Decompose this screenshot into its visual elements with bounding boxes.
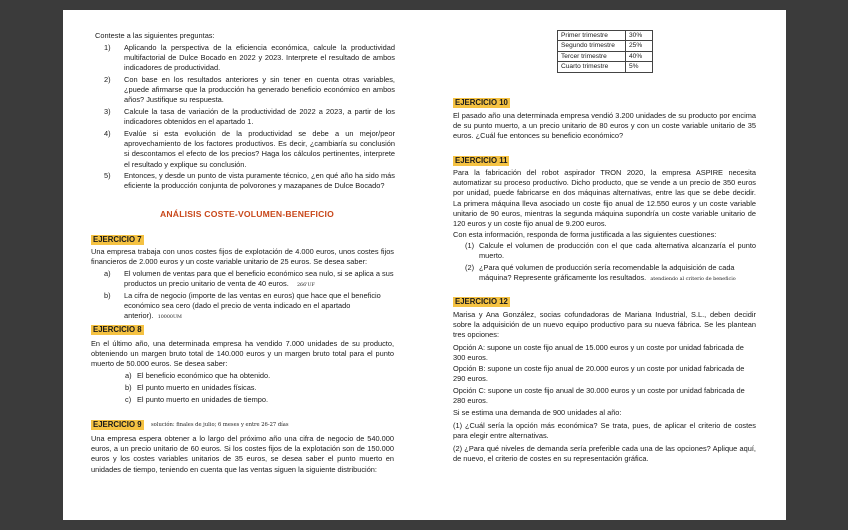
table-row: Tercer trimestre 40% xyxy=(558,51,653,61)
section-title: ANÁLISIS COSTE-VOLUMEN-BENEFICIO xyxy=(160,209,334,219)
exercise-12-option-a: Opción A: supone un coste fijo anual de 15.000 euros y un coste por unidad fabricada de 300 euros. xyxy=(453,343,744,363)
exercise-12-option-c: Opción C: supone un coste fijo anual de 30.000 euros y un coste por unidad fabricada de 280 euros. xyxy=(453,386,745,406)
exercise-8-heading: EJERCICIO 8 xyxy=(93,325,142,334)
exercise-10-text: El pasado año una determinada empresa vendió 3.200 unidades de su producto por encima de su punto muerto, a un precio unitario de 80 euros y con un coste variable unitario de 35 euros. ¿Cuál fue entonces su beneficio económico? xyxy=(453,111,756,141)
exercise-12-question-1: (1) ¿Cuál sería la opción más económica? Se trata, pues, de aplicar el criterio de costes para elegir entre alternativas. xyxy=(453,421,756,441)
exercise-7-heading: EJERCICIO 7 xyxy=(93,235,142,244)
handwritten-note-criterio: atendiendo al criterio de beneficio xyxy=(650,276,736,283)
exercise-10-heading: EJERCICIO 10 xyxy=(455,98,508,107)
table-row: Primer trimestre 30% xyxy=(558,31,653,41)
table-row: Cuarto trimestre 5% xyxy=(558,62,653,72)
exercise-9-solution-note: solución: finales de julio; 6 meses y entre 26-27 días xyxy=(151,422,289,428)
quarter-distribution-table xyxy=(557,30,653,73)
handwritten-note-b: 10000UM xyxy=(157,315,182,321)
exercise-11-instructions: Con esta información, responda de forma justificada a las siguientes cuestiones: xyxy=(453,230,717,239)
exercise-12-demand: Si se estima una demanda de 900 unidades al año: xyxy=(453,408,622,417)
document-page: Conteste a las siguientes preguntas: 1) Aplicando la perspectiva de la eficiencia económica, calcule la productividad multifactorial de Dulce Bocado en 2022 y 2023. Interprete el resultado de ambos indicadores de productividad. 2) Con base en los resultados anteriores y sin tener en cuenta otras variables, ¿puede afirmarse que la producción ha generado beneficio económico en ambos años? Justifique su respuesta. 3) Calcule la tasa de variación de la productividad de 2022 a 2023, a partir de los indicadores obtenidos en el apartado 1. 4) Evalúe si esta evolución de la productividad se debe a un mejor/peor aprovechamiento de los factores productivos. Es decir, ¿cambiaría su conclusión si descontamos el efecto de los precios? Haga los cálculos pertinentes, interprete el resultado y explique su conclusión. 5) Entonces, y desde un punto de vista puramente técnico, ¿en qué año ha sido más eficiente la producción conjunta de polvorones y mazapanes de Dulce Bocado? ANÁLISIS COSTE-VOLUMEN-BENEFICIO EJERCICIO 7 Una empresa trabaja con unos costes fijos de explotación de 4.000 euros, unos costes fijos financieros de 2.000 euros y un coste variable unitario de 25 euros. Se desea saber: a) El volumen de ventas para que el beneficio económico sea nulo, si se aplica a sus productos un precio unitario de venta de 40 euros. 266'UF b) La cifra de negocio (importe de las ventas en euros) que hace que el beneficio económico sea cero (dado el precio de venta indicado en el apartado anterior). 10000UM EJERCICIO 8 En el último año, una determinada empresa ha vendido 7.000 unidades de su producto, obteniendo un margen bruto total de 140.000 euros y un margen bruto total para el punto muerto de 50.000 euros. Se desea saber: a) El beneficio económico que ha obtenido. b) El punto muerto en unidades físicas. c) El punto muerto en unidades de tiempo. EJERCICIO 9 solución: finales de julio; 6 meses y entre 26-27 días Una empresa espera obtener a lo largo del próximo año una cifra de negocio de 540.000 euros, a un precio unitario de 60 euros. Si los costes fijos de la explotación son de 150.000 euros y los costes variables unitarios de 35 euros, se desea saber el punto muerto en unidades de tiempo, teniendo en cuenta que las ventas siguen la siguiente distribución: Primer trimestre 30% Segundo trimestre 25% Tercer trimestre 40% Cuarto trimestre 5% EJERCICIO 10 El pasado año una determinada empresa vendió 3.200 unidades de su producto por encima de su punto muerto, a un precio unitario de 80 euros y con un coste variable unitario de 35 euros. ¿Cuál fue entonces su beneficio económico? EJERCICIO 11 Para la fabricación del robot aspirador TRON 2020, la empresa ASPIRE necesita automatizar su proceso productivo. Dicho producto, que se vende a un precio de 350 euros por unidad, puede fabricarse en dos máquinas alternativas, entre las que se debe decidir. La primera máquina lleva asociado un coste fijo anual de 12.550 euros y un coste variable unitario de 90 euros, mientras la segunda máquina supondría un coste variable unitario de 120 euros y un coste fijo anual de 9.200 euros. Con esta información, responda de forma justificada a las siguientes cuestiones: (1) Calcule el volumen de producción con el que cada alternativa alcanzaría el punto muerto. (2) ¿Para qué volumen de producción sería recomendable la adquisición de cada máquina? Represente gráficamente los resultados. atendiendo al criterio de beneficio EJERCICIO 12 Marisa y Ana González, socias cofundadoras de Mariana Industrial, S.L., deben decidir sobre la adquisición de un nuevo equipo productivo para su nueva fábrica. Se les plantean tres opciones: Opción A: supone un coste fijo anual de 15.000 euros y un coste por unidad fabricada de 300 euros. Opción B: supone un coste fijo anual de 20.000 euros y un coste por unidad fabricada de 290 euros. Opción C: supone un coste fijo anual de 30.000 euros y un coste por unidad fabricada de 280 euros. Si se estima una demanda de 900 unidades al año: (1) ¿Cuál sería la opción más económica? Se trata, pues, de aplicar el criterio de costes para elegir entre alternativas. (2) ¿Para qué niveles de demanda sería preferible cada una de las opciones? Aplique aquí, de nuevo, el criterio de costes en su representación gráfica. xyxy=(63,10,786,520)
exercise-9-text: Una empresa espera obtener a lo largo del próximo año una cifra de negocio de 540.000 euros, a un precio unitario de 60 euros. Si los costes fijos de la explotación son de 150.000 euros y los costes variables unitarios de 35 euros, se desea saber el punto muerto en unidades de tiempo, teniendo en cuenta que las ventas siguen la siguiente distribución: xyxy=(91,434,394,474)
handwritten-note-a: 266'UF xyxy=(296,283,315,289)
exercise-7-text: Una empresa trabaja con unos costes fijos de explotación de 4.000 euros, unos costes fijos financieros de 2.000 euros y un coste variable unitario de 25 euros. Se desea saber: xyxy=(91,247,394,267)
exercise-9-heading: EJERCICIO 9 xyxy=(93,420,142,429)
exercise-12-question-2: (2) ¿Para qué niveles de demanda sería preferible cada una de las opciones? Aplique aquí, de nuevo, el criterio de costes en su representación gráfica. xyxy=(453,444,756,464)
exercise-8-text: En el último año, una determinada empresa ha vendido 7.000 unidades de su producto, obteniendo un margen bruto total de 140.000 euros y un margen bruto total para el punto muerto de 50.000 euros. Se desea saber: xyxy=(91,339,394,369)
exercise-12-heading: EJERCICIO 12 xyxy=(455,297,508,306)
intro-text: Conteste a las siguientes preguntas: xyxy=(95,31,215,40)
exercise-11-text: Para la fabricación del robot aspirador TRON 2020, la empresa ASPIRE necesita automatizar su proceso productivo. Dicho producto, que se vende a un precio de 350 euros por unidad, puede fabricarse en dos máquinas alternativas, entre las que se debe decidir. La primera máquina lleva asociado un coste fijo anual de 12.550 euros y un coste variable unitario de 90 euros, mientras la segunda máquina supondría un coste variable unitario de 120 euros y un coste fijo anual de 9.200 euros. xyxy=(453,168,756,229)
exercise-11-heading: EJERCICIO 11 xyxy=(455,156,508,165)
table-row: Segundo trimestre 25% xyxy=(558,41,653,51)
exercise-12-option-b: Opción B: supone un coste fijo anual de 20.000 euros y un coste por unidad fabricada de 290 euros. xyxy=(453,364,745,384)
exercise-12-text: Marisa y Ana González, socias cofundadoras de Mariana Industrial, S.L., deben decidir sobre la adquisición de un nuevo equipo productivo para su nueva fábrica. Se les plantean tres opciones: xyxy=(453,310,756,340)
